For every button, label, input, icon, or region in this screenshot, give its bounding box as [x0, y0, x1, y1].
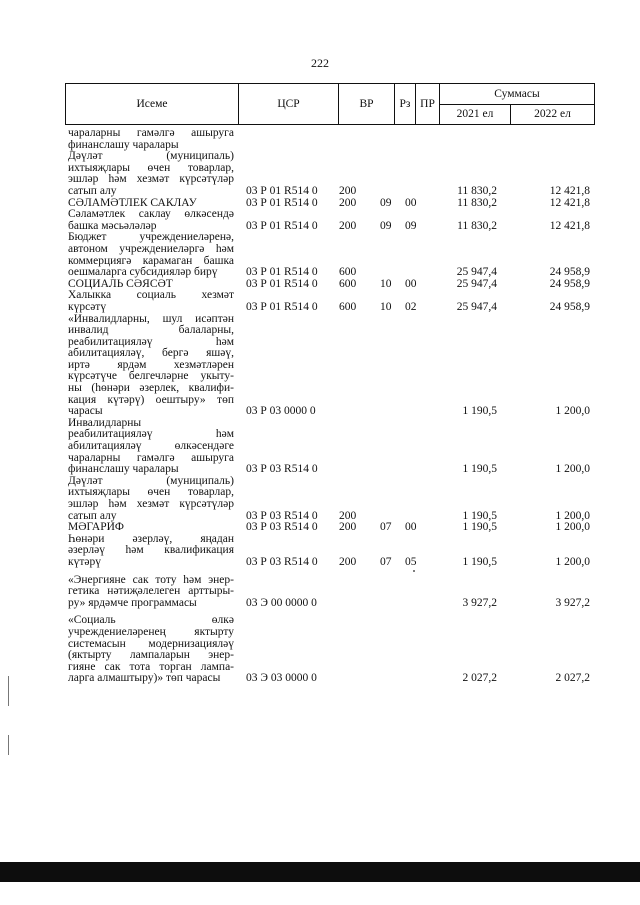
- row-csr: 03 Р 01 R514 0: [246, 219, 318, 232]
- table-row: [68, 615, 592, 685]
- row-sum-2022: 1 200,0: [555, 405, 590, 418]
- table-row: [68, 314, 592, 418]
- row-csr: 03 Р 03 R514 0: [246, 555, 318, 568]
- row-name-line: гетика нәтиҗәлелеген арттыры-: [68, 585, 234, 598]
- row-csr: 03 Р 03 R514 0: [246, 521, 318, 534]
- header-pr: ПР: [415, 84, 439, 124]
- row-sum-2022: 1 200,0: [555, 509, 590, 522]
- row-vr: 600: [339, 266, 357, 279]
- row-name-line: «Энергияне сак тоту һәм энер-: [68, 573, 234, 586]
- row-pr: 09: [405, 219, 417, 232]
- row-name-line: Бюджет учреждениеләренә,: [68, 231, 234, 244]
- row-csr: 03 Р 03 0000 0: [246, 405, 316, 418]
- row-name-line: инвалид балаларны,: [68, 324, 234, 337]
- row-name-line: финанслашу чаралары: [68, 463, 179, 476]
- row-pr: 00: [405, 196, 417, 209]
- scan-speck: [413, 570, 415, 572]
- scan-margin-mark: [8, 676, 9, 706]
- table-header: [65, 83, 595, 125]
- table-row: [68, 209, 592, 232]
- table-row: [68, 128, 592, 151]
- row-csr: 03 Р 01 R514 0: [246, 277, 318, 290]
- row-sum-2021: 11 830,2: [457, 184, 497, 197]
- row-name-line: Инвалидларны: [68, 416, 142, 429]
- row-name-line: иртә ярдәм хезмәтләрен: [68, 358, 234, 371]
- row-name-line: МӘГАРИФ: [68, 521, 125, 534]
- row-name-line: оешмаларга субсидияләр бирү: [68, 266, 218, 279]
- row-name-line: ны (һөнәри әзерлек, квалифи-: [68, 382, 234, 395]
- row-name: [68, 290, 234, 313]
- row-name-line: эшләр һәм хезмәт күрсәтүләр: [68, 173, 234, 186]
- row-csr: 03 Р 01 R514 0: [246, 266, 318, 279]
- row-rz: 10: [380, 300, 392, 313]
- row-name-line: ру» ярдәмче программасы: [68, 596, 197, 609]
- row-name: [68, 128, 234, 151]
- row-sum-2021: 11 830,2: [457, 219, 497, 232]
- row-vr: 200: [339, 509, 357, 522]
- row-name-line: күрсәтү: [68, 300, 107, 313]
- row-sum-2022: 1 200,0: [555, 463, 590, 476]
- row-name-line: системасын модернизацияләү: [68, 637, 234, 650]
- row-name-line: сатып алу: [68, 509, 117, 522]
- row-sum-2022: 2 027,2: [555, 672, 590, 685]
- row-name-line: кация күтәрү) оештыру» төп: [68, 393, 234, 406]
- row-name-line: абилитацияләү, бергә яшәү,: [68, 347, 234, 360]
- row-vr: 600: [339, 300, 357, 313]
- row-csr: 03 Р 03 R514 0: [246, 509, 318, 522]
- header-name: Исеме: [136, 98, 168, 110]
- header-rz: Рз: [394, 84, 415, 124]
- header-year-2022: 2022 ел: [510, 104, 594, 124]
- table-row: [68, 151, 592, 197]
- table-row: [68, 575, 592, 610]
- row-name-line: башка мәсьәләләр: [68, 219, 157, 232]
- row-rz: 09: [380, 196, 392, 209]
- row-vr: 200: [339, 219, 357, 232]
- row-sum-2022: 1 200,0: [555, 521, 590, 534]
- row-sum-2022: 24 958,9: [549, 277, 590, 290]
- row-vr: 200: [339, 184, 357, 197]
- row-name-line: финанслашу чаралары: [68, 138, 179, 151]
- row-name-line: коммерциягә карамаган башка: [68, 254, 234, 267]
- header-year-2021: 2021 ел: [439, 104, 510, 124]
- row-name-line: чараларны гамәлгә ашыруга: [68, 127, 234, 139]
- row-pr: 00: [405, 277, 417, 290]
- row-name-line: СӘЛАМӘТЛЕК САКЛАУ: [68, 196, 197, 209]
- row-vr: 600: [339, 277, 357, 290]
- row-sum-2022: 3 927,2: [555, 596, 590, 609]
- table-row: [68, 418, 592, 476]
- row-pr: 05: [405, 555, 417, 568]
- row-sum-2021: 3 927,2: [462, 596, 497, 609]
- row-name-line: Дәүләт (муниципаль): [68, 150, 234, 163]
- row-sum-2021: 1 190,5: [462, 555, 497, 568]
- row-sum-2021: 2 027,2: [462, 672, 497, 685]
- row-sum-2021: 1 190,5: [462, 405, 497, 418]
- row-sum-2021: 25 947,4: [456, 266, 497, 279]
- row-name-line: реабилитацияләү һәм: [68, 335, 234, 348]
- row-csr: 03 Э 03 0000 0: [246, 672, 317, 685]
- row-sum-2022: 24 958,9: [549, 266, 590, 279]
- row-vr: 200: [339, 555, 357, 568]
- row-name: [68, 418, 234, 476]
- header-sums: Суммасы: [439, 84, 594, 104]
- row-name-line: Дәүләт (муниципаль): [68, 474, 234, 487]
- row-pr: 00: [405, 521, 417, 534]
- row-name: [68, 534, 234, 569]
- row-name-line: күтәрү: [68, 555, 101, 568]
- row-sum-2021: 25 947,4: [456, 300, 497, 313]
- row-sum-2021: 25 947,4: [456, 277, 497, 290]
- scan-margin-mark: [8, 735, 9, 755]
- row-vr: 200: [339, 196, 357, 209]
- row-vr: 200: [339, 521, 357, 534]
- header-vr: ВР: [338, 84, 394, 124]
- row-name: [68, 314, 234, 418]
- table-row: [68, 476, 592, 522]
- row-name-line: учреждениеләренең яктырту: [68, 625, 234, 638]
- row-name-line: «Инвалидларны, шул исәптән: [68, 312, 234, 325]
- row-name: [68, 151, 234, 197]
- row-sum-2021: 1 190,5: [462, 463, 497, 476]
- row-name: [68, 615, 234, 685]
- row-name-line: Сәламәтлек саклау өлкәсендә: [68, 208, 234, 221]
- row-pr: 02: [405, 300, 417, 313]
- row-rz: 10: [380, 277, 392, 290]
- row-name: [68, 209, 234, 232]
- row-name: [68, 575, 234, 610]
- row-name: [68, 476, 234, 522]
- row-name-line: абилитацияләү өлкәсендәге: [68, 440, 234, 453]
- row-sum-2022: 12 421,8: [549, 196, 590, 209]
- row-name-line: Һөнәри әзерләү, яңадан: [68, 532, 234, 545]
- row-csr: 03 Э 00 0000 0: [246, 596, 317, 609]
- row-name-line: СОЦИАЛЬ СӘЯСӘТ: [68, 277, 173, 290]
- row-name-line: автоном учреждениеләргә һәм: [68, 242, 234, 255]
- row-sum-2022: 12 421,8: [549, 219, 590, 232]
- row-name-line: гияне сак тота торган лампа-: [68, 660, 234, 673]
- row-name-line: реабилитацияләү һәм: [68, 428, 234, 441]
- row-rz: 07: [380, 555, 392, 568]
- row-name-line: «Социаль өлкә: [68, 614, 234, 627]
- row-sum-2022: 1 200,0: [555, 555, 590, 568]
- row-sum-2021: 1 190,5: [462, 521, 497, 534]
- row-name-line: Халыкка социаль хезмәт: [68, 289, 234, 302]
- row-sum-2022: 12 421,8: [549, 184, 590, 197]
- row-rz: 09: [380, 219, 392, 232]
- row-name-line: (яктырту лампаларын энер-: [68, 649, 234, 662]
- row-name-line: чарасы: [68, 405, 103, 418]
- row-rz: 07: [380, 521, 392, 534]
- row-csr: 03 Р 01 R514 0: [246, 300, 318, 313]
- row-name-line: ларга алмаштыру)» төп чарасы: [68, 672, 221, 685]
- header-csr: ЦСР: [238, 84, 338, 124]
- row-csr: 03 Р 01 R514 0: [246, 196, 318, 209]
- row-name-line: ихтыяҗлары өчен товарлар,: [68, 486, 234, 499]
- table-row: [68, 290, 592, 313]
- table-row: [68, 232, 592, 278]
- row-csr: 03 Р 03 R514 0: [246, 463, 318, 476]
- row-name-line: ихтыяҗлары өчен товарлар,: [68, 161, 234, 174]
- row-sum-2022: 24 958,9: [549, 300, 590, 313]
- table-row: [68, 534, 592, 569]
- scan-bottom-bar: [0, 862, 640, 882]
- row-name-line: күрсәтүче белгечләрне укыту-: [68, 370, 234, 383]
- row-name-line: сатып алу: [68, 184, 117, 197]
- row-sum-2021: 11 830,2: [457, 196, 497, 209]
- row-sum-2021: 1 190,5: [462, 509, 497, 522]
- row-name: [68, 232, 234, 278]
- row-name-line: эшләр һәм хезмәт күрсәтүләр: [68, 498, 234, 510]
- page-number: 222: [311, 56, 329, 70]
- row-csr: 03 Р 01 R514 0: [246, 184, 318, 197]
- table-body: [68, 128, 592, 685]
- row-name-line: әзерләү һәм квалификация: [68, 544, 234, 557]
- row-name-line: чараларны гамәлгә ашыруга: [68, 451, 234, 464]
